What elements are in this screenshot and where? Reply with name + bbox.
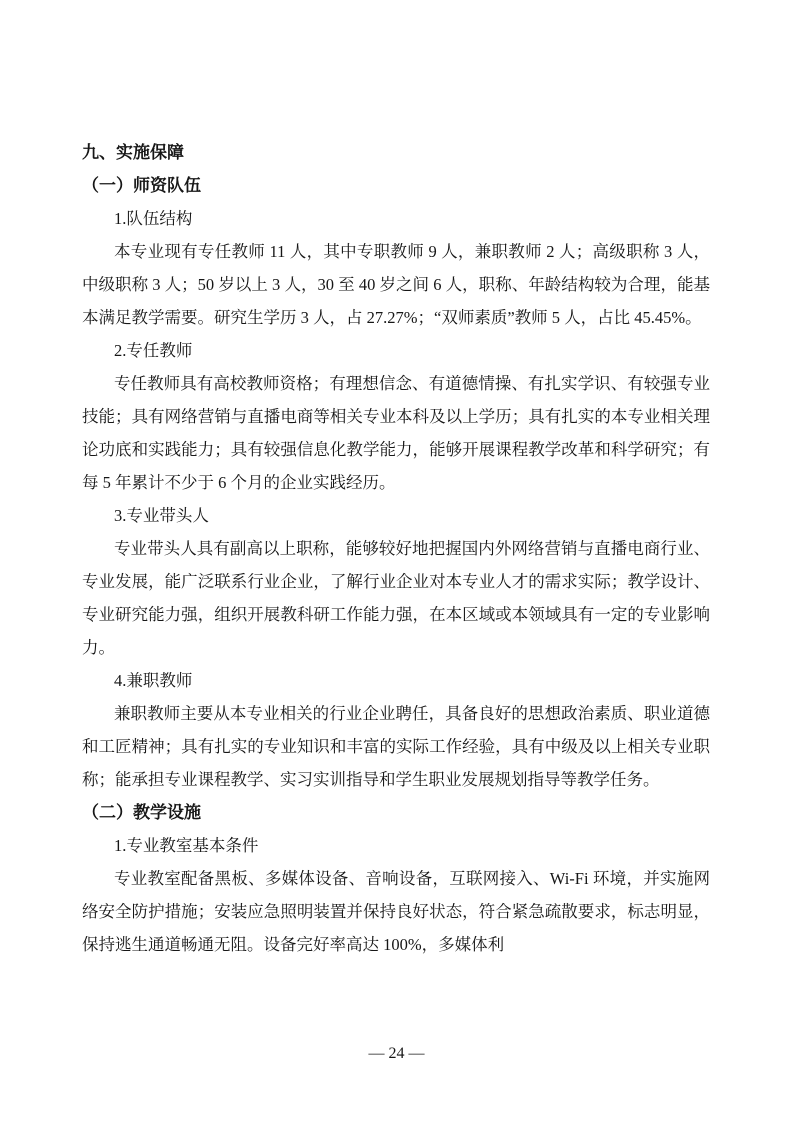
paragraph-program-leader: 专业带头人具有副高以上职称，能够较好地把握国内外网络营销与直播电商行业、专业发展，能广泛联系行业企业，了解行业企业对本专业人才的需求实际；教学设计、专业研究能力强，组织开展教科研工作能力强，在本区域或本领域具有一定的专业影响力。	[82, 539, 710, 657]
item-heading-classroom-conditions: 1.专业教室基本条件	[114, 836, 259, 855]
paragraph-fulltime-teachers: 专任教师具有高校教师资格；有理想信念、有道德情操、有扎实学识、有较强专业技能；具有网络营销与直播电商等相关专业本科及以上学历；具有扎实的本专业相关理论功底和实践能力；具有较强信息化教学能力，能够开展课程教学改革和科学研究；有每 5 年累计不少于 6 个月的企业实践经历。	[82, 374, 710, 492]
item-heading-fulltime-teachers: 2.专任教师	[114, 341, 193, 360]
item-heading-program-leader: 3.专业带头人	[114, 506, 209, 525]
paragraph-classroom-conditions: 专业教室配备黑板、多媒体设备、音响设备，互联网接入、Wi-Fi 环境，并实施网络安全防护措施；安装应急照明装置并保持良好状态，符合紧急疏散要求，标志明显，保持逃生通道畅通无阻。设备完好率高达 100%，多媒体利	[82, 869, 710, 954]
section-heading-implementation-guarantee: 九、实施保障	[82, 143, 184, 162]
page-number: — 24 —	[368, 1045, 425, 1062]
item-heading-team-structure: 1.队伍结构	[114, 209, 193, 228]
paragraph-parttime-teachers: 兼职教师主要从本专业相关的行业企业聘任，具备良好的思想政治素质、职业道德和工匠精神；具有扎实的专业知识和丰富的实际工作经验，具有中级及以上相关专业职称；能承担专业课程教学、实习实训指导和学生职业发展规划指导等教学任务。	[82, 704, 710, 789]
document-content	[82, 136, 710, 961]
paragraph-team-structure: 本专业现有专任教师 11 人，其中专职教师 9 人，兼职教师 2 人；高级职称 3 人，中级职称 3 人；50 岁以上 3 人，30 至 40 岁之间 6 人，职称、年龄结构较为合理，能基本满足教学需要。研究生学历 3 人，占 27.27%；“双师素质”教师 5 人，占比 45.45%。	[82, 242, 710, 327]
subsection-heading-teaching-facilities: （二）教学设施	[82, 803, 201, 822]
item-heading-parttime-teachers: 4.兼职教师	[114, 671, 193, 690]
subsection-heading-teaching-staff: （一）师资队伍	[82, 176, 201, 195]
